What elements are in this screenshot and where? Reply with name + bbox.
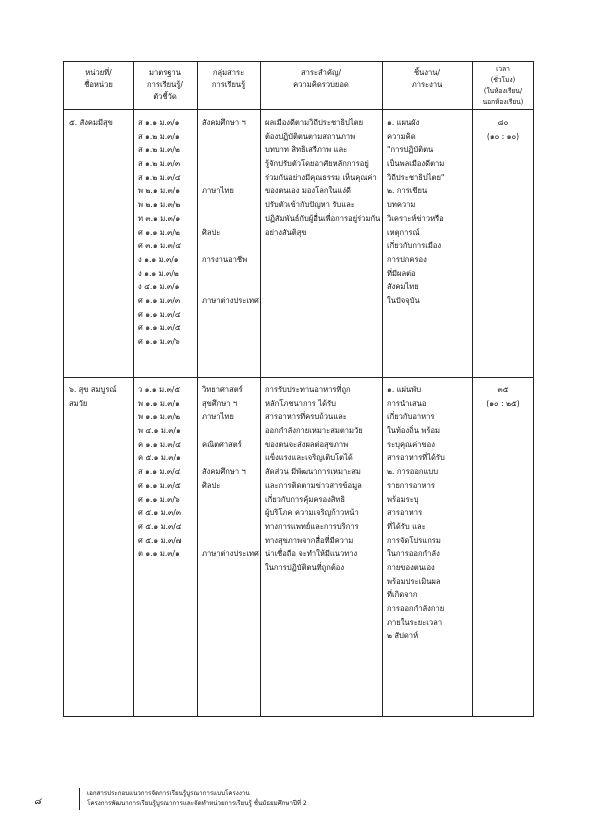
standard-code: ศ ๓.๑ ม.๓/๔	[138, 241, 181, 251]
text-line: ที่มีผลต่อ	[387, 268, 416, 278]
learning-group: สุขศึกษา ฯ	[202, 398, 238, 408]
text-line: ๒. การออกแบบ	[387, 467, 439, 477]
row-divider	[64, 377, 533, 378]
row1-concept-cell	[265, 116, 380, 239]
hours-split: (๑๐ : ๑๐)	[486, 131, 520, 141]
text-line: บทความ	[387, 200, 416, 210]
learning-group	[202, 143, 259, 157]
learning-group: วิทยาศาสตร์	[202, 385, 243, 394]
text-line: เป็นพลเมืองดีตาม	[387, 159, 445, 169]
learning-group: ภาษาต่างประเทศ	[202, 549, 259, 559]
standard-code: พ ๒.๑ ม.๓/๑	[138, 186, 181, 196]
text-line: ความคิด	[387, 131, 416, 141]
standard-code: พ ๒.๑ ม.๓/๒	[138, 200, 181, 210]
header-time: เวลา (ชั่วโมง) (ในห้องเรียน/ นอกห้องเรียน)	[482, 65, 524, 106]
text-line: สารอาหารที่ครบถ้วนและ	[265, 412, 347, 422]
header-task: ชิ้นงาน/ ภาระงาน	[411, 68, 443, 89]
standard-code: ศ ๑.๑ ม.๓/๖	[138, 494, 180, 504]
learning-group: ศิลปะ	[202, 227, 221, 237]
standard-code: ง ๑.๑ ม.๓/๑	[138, 254, 179, 264]
text-line: สมวัย	[69, 398, 88, 408]
row2-time-cell	[472, 383, 534, 410]
learning-group	[202, 506, 259, 520]
standard-code: ส ๑.๒ ม.๓/๔	[138, 172, 181, 182]
text-line: สังคมไทย	[387, 282, 419, 292]
text-line: อย่างสันติสุข	[265, 227, 307, 237]
text-line: ๖. สุข สมบูรณ์	[69, 385, 117, 394]
header-unit: หน่วยที่/ ชื่อหน่วย	[84, 68, 113, 89]
row1-task-cell	[387, 116, 444, 308]
standard-code: ส ๑.๒ ม.๓/๓	[138, 159, 181, 169]
text-line: ๑. แผนผัง	[387, 118, 420, 127]
standard-code: ต ๑.๑ ม.๓/๑	[138, 549, 180, 559]
learning-group	[202, 198, 259, 212]
text-line: น่าเชื่อถือ จะทำให้มีแนวทาง	[265, 549, 358, 559]
text-line: ๑. แผ่นพับ	[387, 385, 422, 394]
standard-code: ศ ๕.๑ ม.๓/๗	[138, 535, 182, 545]
text-line: เกี่ยวกับการเมือง	[387, 241, 442, 251]
learning-group	[202, 280, 259, 294]
text-line: สารอาหารที่ได้รับ	[387, 453, 445, 463]
row-divider	[64, 109, 533, 110]
page-footer	[0, 782, 595, 822]
text-line: ทางสุขภาพจากสื่อที่มีความ	[265, 535, 354, 545]
standard-code: ศ ๑.๑ ม.๓/๔	[138, 309, 181, 319]
learning-group: ภาษาไทย	[202, 412, 234, 422]
text-line: ผลเมืองดีตามวิถีประชาธิปไตย	[265, 118, 364, 127]
footer-line-2: โครงการพัฒนาการเรียนรู้บูรณาการและจัดทำหน่วยการเรียนรู้ ชั้นมัธยมศึกษาปีที่ 2	[87, 800, 307, 807]
text-line: ทางการแพทย์และการบริการ	[265, 521, 359, 531]
learning-group	[202, 424, 259, 438]
learning-group: การงานอาชีพ	[202, 254, 248, 264]
standard-code: ท ๓.๑ ม.๓/๑	[138, 213, 181, 223]
row2-task-cell	[387, 383, 445, 643]
standard-code: ค ๕.๑ ม.๓/๑	[138, 453, 181, 463]
text-line: ปรับตัวเข้ากับปัญหา รับและ	[265, 200, 355, 210]
learning-group	[202, 493, 259, 507]
standard-code: ศ ๑.๑ ม.๓/๖	[138, 337, 180, 346]
learning-group: คณิตศาสตร์	[202, 439, 242, 449]
text-line: ต้องปฏิบัติตนตามสถานภาพ	[265, 131, 356, 141]
learning-group	[202, 157, 259, 171]
standard-code: ว ๑.๑ ม.๓/๕	[138, 385, 181, 394]
row1-unit-cell	[69, 116, 113, 130]
text-line: ที่ได้รับ และ	[387, 521, 426, 531]
column-divider	[382, 62, 383, 716]
text-line: ออกกำลังกายเหมาะสมตามวัย	[265, 426, 363, 436]
standard-code: ส ๑.๒ ม.๓/๒	[138, 145, 180, 155]
column-divider	[133, 62, 134, 716]
text-line: ในการออกกำลัง	[387, 549, 440, 559]
header-learning-group: กลุ่มสาระ การเรียนรู้	[211, 68, 246, 89]
learning-group	[202, 239, 259, 253]
text-line: ในท้องถิ่น พร้อม	[387, 426, 441, 436]
text-line: ๒ สัปดาห์	[387, 631, 419, 641]
row2-concept-cell	[265, 383, 363, 575]
learning-group: ศิลปะ	[202, 480, 221, 490]
learning-group	[202, 534, 259, 548]
text-line: วิถีประชาธิปไตย"	[387, 172, 445, 182]
text-line: เกี่ยวกับการคุ้มครองสิทธิ	[265, 494, 346, 504]
row1-standards-cell	[138, 116, 181, 349]
text-line: การออกกำลังกาย	[387, 604, 445, 613]
hours-total: ๘๐	[497, 118, 509, 127]
text-line: รายการอาหาร	[387, 480, 435, 490]
row2-unit-cell	[69, 383, 116, 410]
learning-group: สังคมศึกษา ฯ	[202, 467, 246, 477]
text-line: ภายในระยะเวลา	[387, 617, 443, 627]
text-line: รู้จักปรับตัวโดยอาศัยหลักการอยู่	[265, 159, 369, 169]
text-line: ๕. สังคมมีสุข	[69, 118, 113, 127]
text-line: ระบุคุณค่าของ	[387, 439, 435, 449]
hours-total: ๓๕	[497, 385, 509, 394]
text-line: ของตนเอง มองโลกในแง่ดี	[265, 186, 351, 196]
learning-group	[202, 212, 259, 226]
text-line: ที่เกิดจาก	[387, 590, 418, 600]
text-line: ร่วมกันอย่างมีคุณธรรม เห็นคุณค่า	[265, 172, 377, 182]
standard-code: ง ๔.๑ ม.๓/๑	[138, 282, 180, 292]
row2-standards-cell	[138, 383, 182, 561]
standard-code: ส ๑.๒ ม.๓/๑	[138, 131, 180, 141]
learning-group	[202, 130, 259, 144]
text-line: การปกครอง	[387, 254, 427, 264]
text-line: ๒. การเขียน	[387, 186, 428, 196]
standard-code: ค ๑.๑ ม.๓/๔	[138, 439, 181, 449]
text-line: "การปฏิบัติตน	[387, 145, 434, 155]
footer-line-1: เอกสารประกอบแนวการจัดการเรียนรู้บูรณาการแบบโครงงาน	[87, 790, 250, 797]
text-line: ของตนจะส่งผลต่อสุขภาพ	[265, 439, 349, 449]
text-line: สารอาหาร	[387, 508, 423, 518]
column-divider	[197, 62, 198, 716]
standard-code: ส ๑.๑ ม.๓/๔	[138, 467, 181, 477]
text-line: เหตุการณ์	[387, 227, 420, 237]
standard-code: ศ ๑.๑ ม.๓/๒	[138, 227, 180, 237]
row1-groups-cell	[202, 116, 259, 308]
curriculum-table	[63, 61, 534, 717]
text-line: ปฏิสัมพันธ์กับผู้อื่นเพื่อการอยู่ร่วมกัน	[265, 213, 381, 223]
footer-divider	[79, 788, 80, 810]
text-line: การจัดโปรแกรม	[387, 535, 441, 545]
header-standards: มาตรฐาน การเรียนรู้/ ตัวชี้วัด	[147, 68, 183, 101]
text-line: แข็งแรงและเจริญเติบโตได้	[265, 453, 353, 463]
row1-time-cell	[472, 116, 534, 143]
learning-group	[202, 267, 259, 281]
standard-code: ศ ๕.๑ ม.๓/๔	[138, 521, 182, 531]
learning-group	[202, 451, 259, 465]
row2-groups-cell	[202, 383, 259, 561]
learning-group	[202, 171, 259, 185]
standard-code: ศ ๑.๑ ม.๓/๕	[138, 480, 181, 490]
text-line: พร้อมประเมินผล	[387, 576, 441, 586]
standard-code: พ ๔.๑ ม.๓/๑	[138, 426, 181, 436]
standard-code: ศ ๕.๑ ม.๓/๓	[138, 508, 181, 518]
learning-group	[202, 520, 259, 534]
text-line: การนำเสนอ	[387, 398, 427, 408]
text-line: การรับประทานอาหารที่ถูก	[265, 385, 351, 394]
standard-code: พ ๑.๑ ม.๓/๒	[138, 412, 181, 422]
column-divider	[260, 62, 261, 716]
text-line: หลักโภชนาการ ได้รับ	[265, 398, 336, 408]
header-concept: สาระสำคัญ/ ความคิดรวบยอด	[293, 68, 349, 89]
learning-group: ภาษาต่างประเทศ	[202, 295, 259, 305]
standard-code: ส ๑.๑ ม.๓/๑	[138, 118, 180, 127]
text-line: วิเคราะห์ข่าวหรือ	[387, 213, 444, 223]
hours-split: (๑๐ : ๒๕)	[486, 398, 520, 408]
text-line: สัดส่วน มีพัฒนาการเหมาะสม	[265, 467, 361, 477]
learning-group: ภาษาไทย	[202, 186, 234, 196]
page-number: ๘	[34, 797, 41, 807]
text-line: บทบาท สิทธิเสรีภาพ และ	[265, 145, 348, 155]
standard-code: ง ๑.๑ ม.๓/๒	[138, 268, 179, 278]
text-line: กายของตนเอง	[387, 562, 435, 572]
standard-code: ศ ๑.๑ ม.๓/๓	[138, 295, 181, 305]
learning-group: สังคมศึกษา ฯ	[202, 118, 246, 127]
standard-code: ศ ๑.๑ ม.๓/๕	[138, 323, 181, 333]
text-line: ในการปฏิบัติตนที่ถูกต้อง	[265, 562, 345, 572]
text-line: ในปัจจุบัน	[387, 295, 420, 305]
text-line: พร้อมระบุ	[387, 494, 419, 504]
text-line: และการติดตามข่าวสารข้อมูล	[265, 480, 362, 490]
standard-code: พ ๑.๑ ม.๓/๑	[138, 398, 180, 408]
text-line: ผู้บริโภค ความเจริญก้าวหน้า	[265, 508, 359, 518]
text-line: เกี่ยวกับอาหาร	[387, 412, 435, 422]
